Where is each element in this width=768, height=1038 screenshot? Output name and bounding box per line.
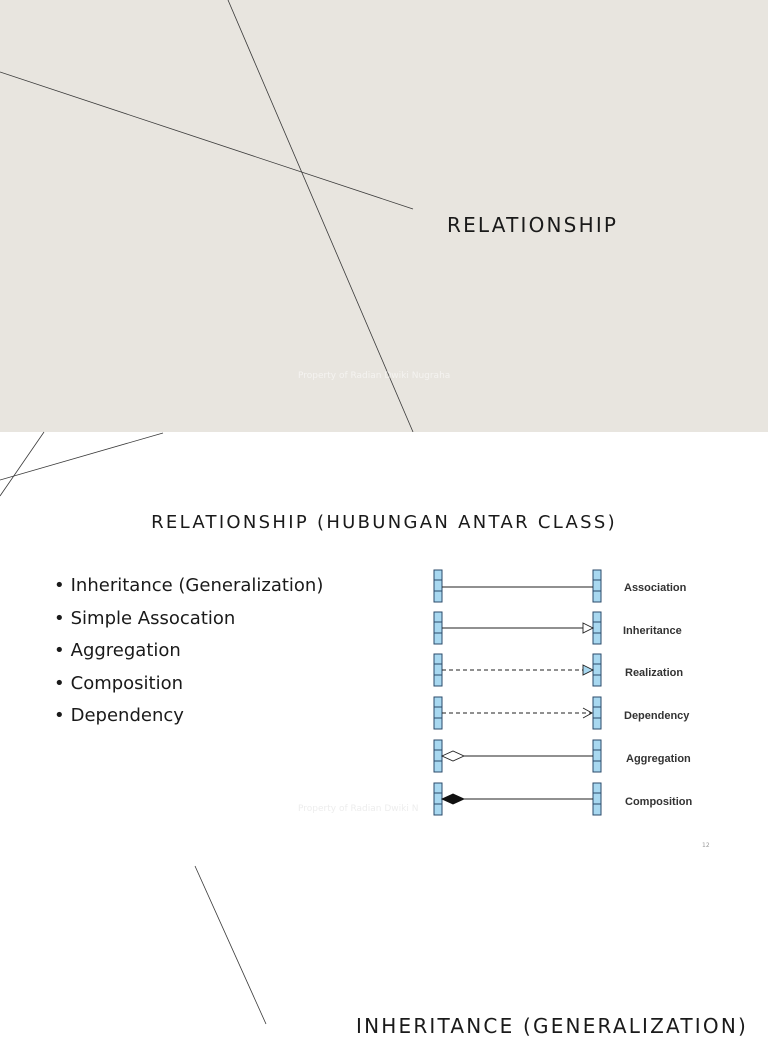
deco-line bbox=[195, 866, 266, 1024]
hollow-triangle-icon bbox=[583, 623, 593, 633]
slide-3 bbox=[0, 864, 768, 1038]
slide-title: RELATIONSHIP bbox=[447, 213, 619, 237]
filled-diamond-icon bbox=[442, 794, 464, 804]
diagram-label: Realization bbox=[625, 667, 684, 679]
bullet-item: • Dependency bbox=[54, 702, 323, 735]
dependency-row bbox=[434, 697, 690, 729]
diagram-label: Aggregation bbox=[626, 753, 691, 765]
slide-2 bbox=[0, 432, 768, 864]
deco-line bbox=[0, 72, 413, 209]
watermark: Property of Radian Dwiki Nugraha bbox=[298, 371, 451, 381]
bullet-list bbox=[54, 572, 323, 735]
page-number: 12 bbox=[702, 842, 710, 849]
slide-1 bbox=[0, 0, 768, 432]
watermark: Property of Radian Dwiki N bbox=[298, 804, 419, 814]
bullet-item: • Inheritance (Generalization) bbox=[54, 572, 323, 605]
slide-title: RELATIONSHIP (HUBUNGAN ANTAR CLASS) bbox=[151, 512, 617, 533]
realization-row bbox=[434, 654, 683, 686]
deco-line bbox=[0, 433, 163, 480]
bullet-item: • Simple Assocation bbox=[54, 605, 323, 638]
deco-line bbox=[0, 432, 44, 496]
deco-line bbox=[228, 0, 413, 432]
bullet-item: • Composition bbox=[54, 670, 323, 703]
aggregation-row bbox=[434, 740, 691, 772]
diagram-label: Dependency bbox=[624, 710, 690, 722]
decorative-lines bbox=[0, 0, 768, 432]
slide-title: INHERITANCE (GENERALIZATION) bbox=[356, 1014, 748, 1038]
diagram-label: Composition bbox=[625, 796, 693, 808]
relationship-diagram bbox=[430, 568, 720, 818]
bullet-item: • Aggregation bbox=[54, 637, 323, 670]
diagram-label: Association bbox=[624, 582, 687, 594]
filled-triangle-icon bbox=[583, 665, 593, 675]
association-row bbox=[434, 570, 687, 602]
decorative-lines bbox=[0, 864, 768, 1024]
composition-row bbox=[434, 783, 692, 815]
diagram-label: Inheritance bbox=[623, 625, 682, 637]
inheritance-row bbox=[434, 612, 682, 644]
hollow-diamond-icon bbox=[442, 751, 464, 761]
